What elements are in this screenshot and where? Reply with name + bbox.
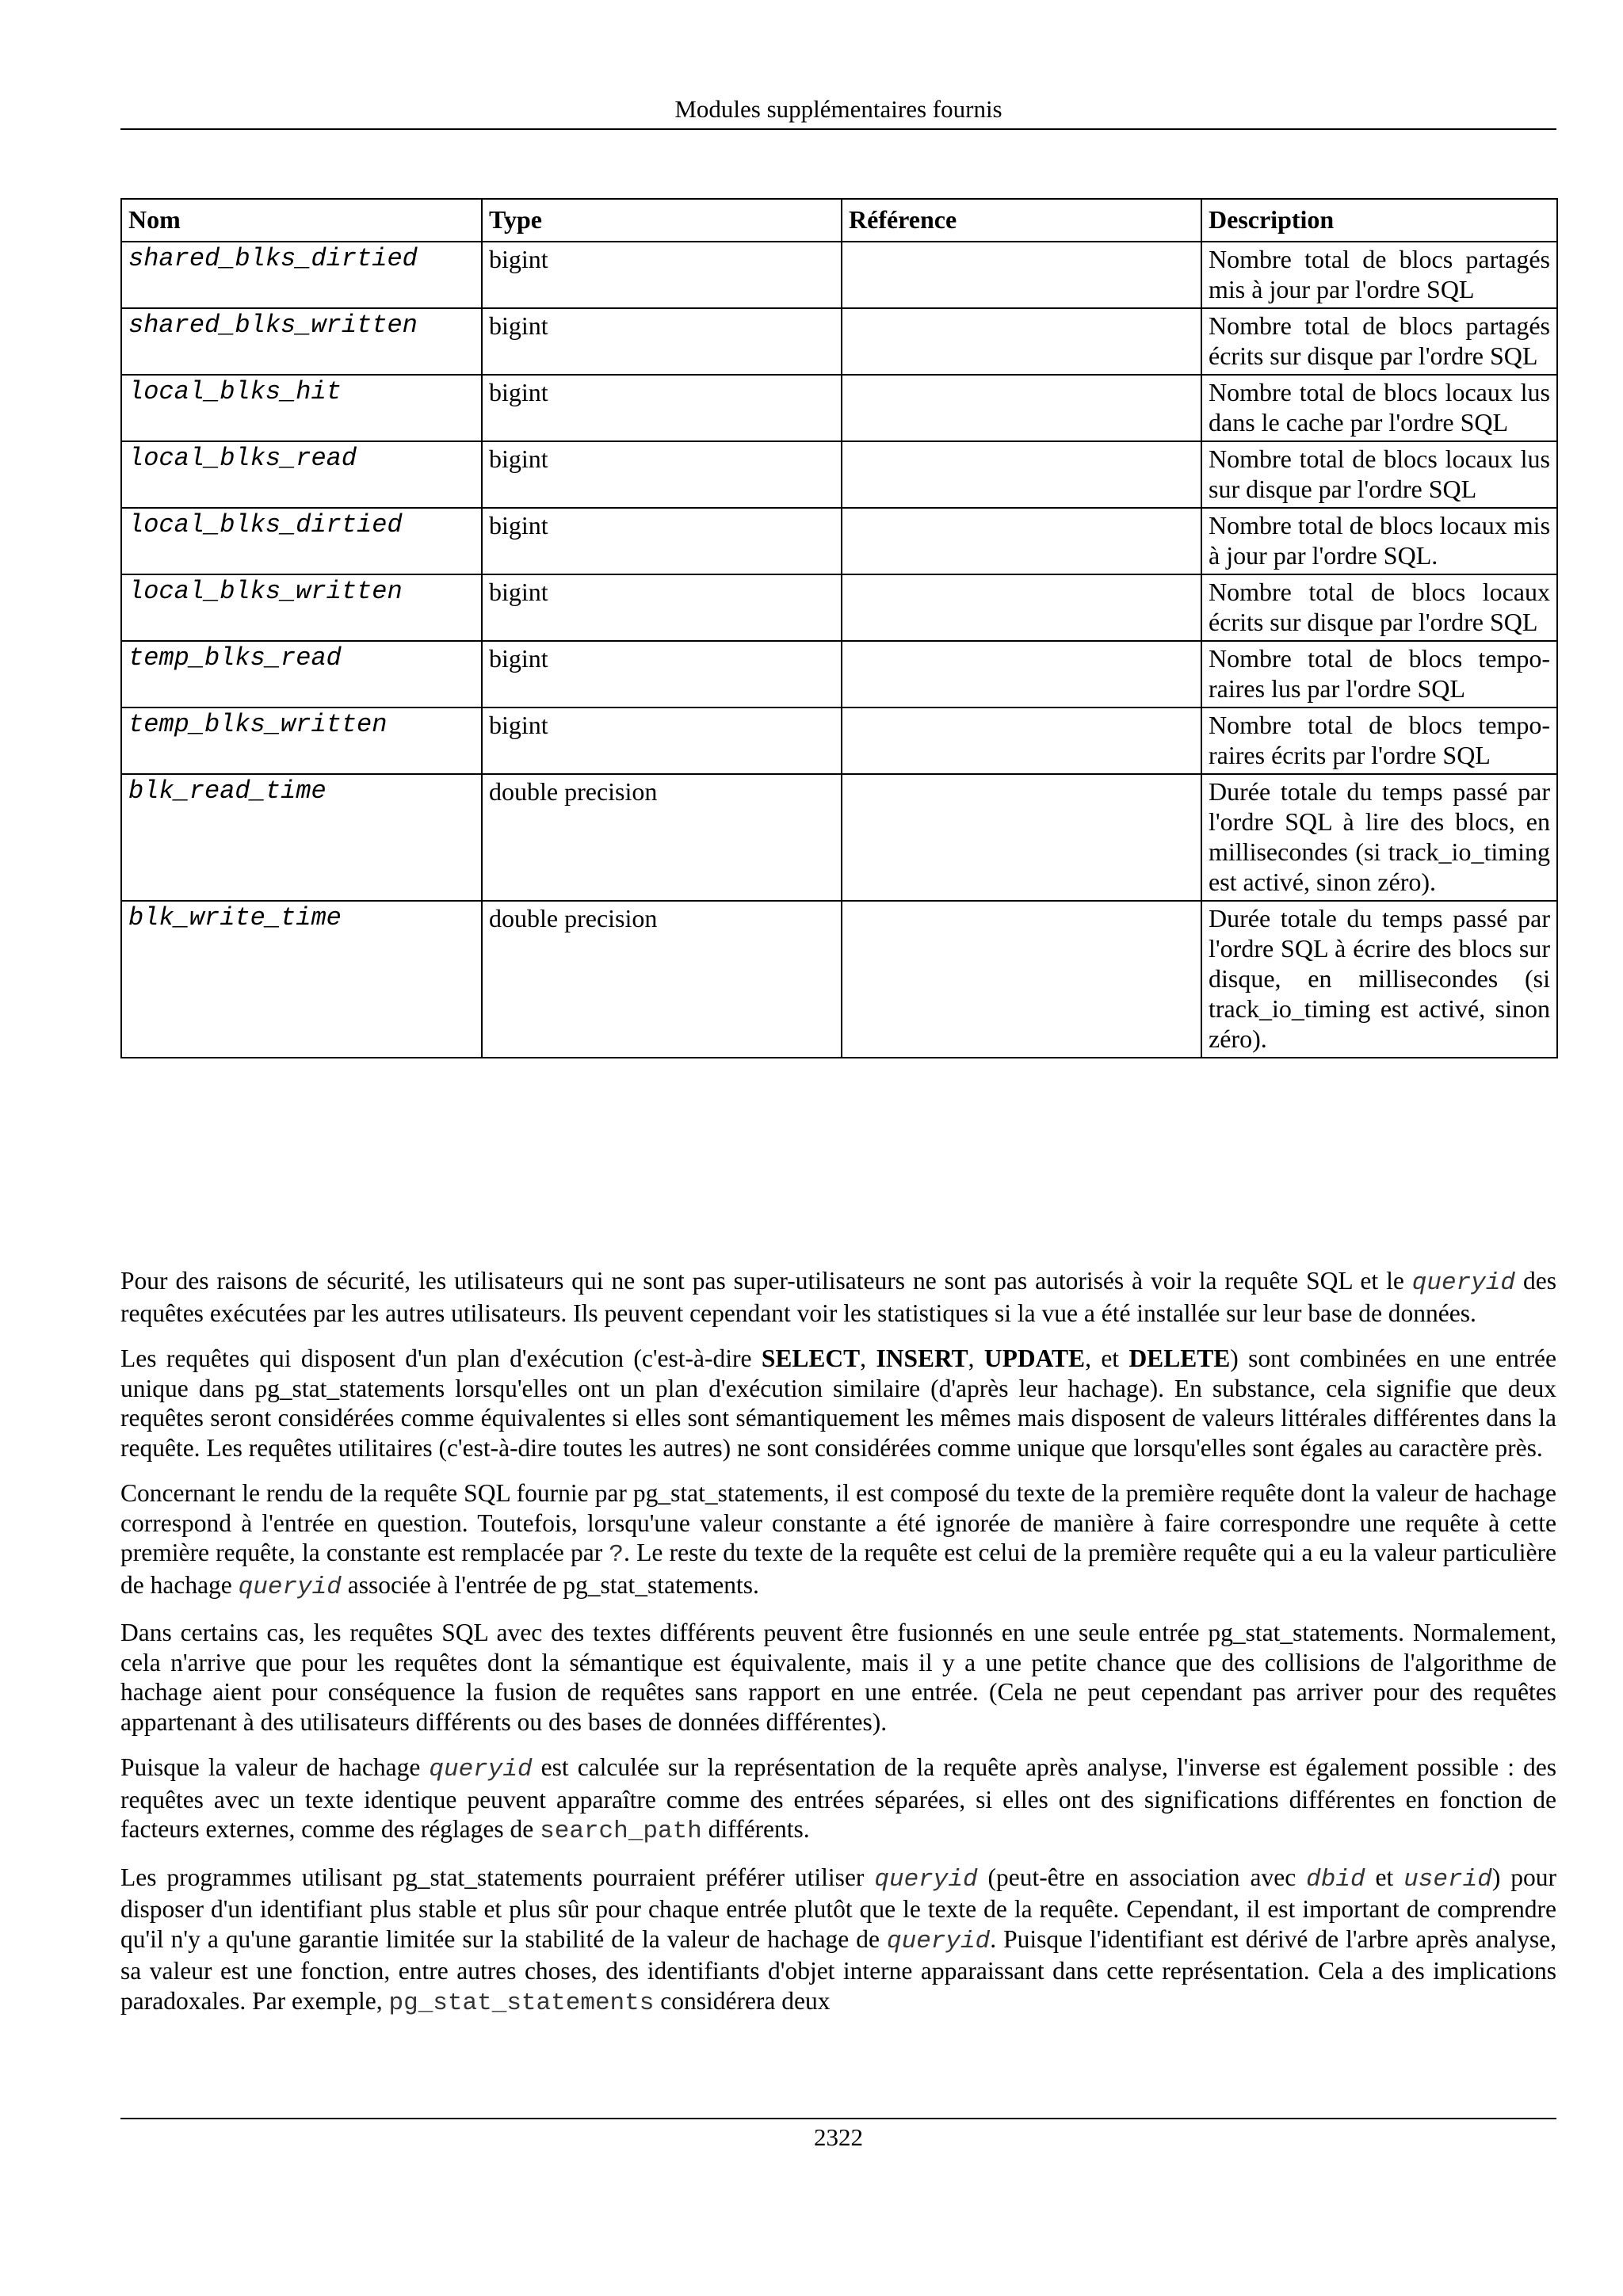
cell-reference (842, 441, 1201, 508)
text-run: Concernant le rendu de la requête SQL fournie par pg_stat_statements, il est composé du texte de la première requête dont la valeur de hachage correspond à l'entrée en question. Toutefois, lorsqu'une valeur constante a été ignorée de manière à faire correspondre une requête à cette première requête, la constante est remplacée par (120, 1479, 1556, 1566)
body-text (120, 1266, 1556, 2034)
code-queryid: queryid (238, 1573, 342, 1601)
text-run: est calculée sur la représentation de la requête après analyse, l'inverse est également possible : des requêtes avec un texte identique peuvent apparaître comme des entrées séparées, si elles ont des significations différentes en fonction de facteurs externes, comme des réglages de (120, 1753, 1556, 1843)
text-run: , (968, 1344, 984, 1372)
text-run: des requêtes exécutées par les autres utilisateurs. Ils peuvent cependant voir les statistiques si la vue a été installée sur leur base de données. (120, 1267, 1556, 1327)
cell-type: bigint (482, 574, 842, 641)
keyword-select: SELECT (761, 1344, 861, 1372)
keyword-delete: DELETE (1128, 1344, 1231, 1372)
text-run: , et (1085, 1344, 1129, 1372)
text-run: Puisque la valeur de hachage (120, 1753, 430, 1781)
cell-type: double precision (482, 901, 842, 1058)
column-header-type: Type (482, 199, 842, 242)
table-row (121, 308, 1557, 375)
cell-type: double precision (482, 774, 842, 901)
text-run: Les requêtes qui disposent d'un plan d'exécution (c'est-à-dire (120, 1344, 762, 1372)
cell-description: Nombre total de blocs partagés écrits sur disque par l'ordre SQL (1201, 308, 1557, 375)
column-header-nom: Nom (121, 199, 482, 242)
cell-name: blk_read_time (121, 774, 482, 901)
cell-reference (842, 774, 1201, 901)
table-row (121, 508, 1557, 574)
cell-description: Nombre total de blocs partagés mis à jour par l'ordre SQL (1201, 242, 1557, 308)
cell-description: Nombre total de blocs locaux lus dans le cache par l'ordre SQL (1201, 375, 1557, 441)
cell-reference (842, 574, 1201, 641)
cell-name: shared_blks_written (121, 308, 482, 375)
text-run: (peut-être en association avec (977, 1863, 1307, 1891)
table-row (121, 242, 1557, 308)
table-row (121, 641, 1557, 707)
cell-description: Durée totale du temps passé par l'ordre SQL à écrire des blocs sur disque, en millisecondes (si track_io_timing est activé, sinon zéro). (1201, 901, 1557, 1058)
cell-description: Nombre total de blocs locaux mis à jour par l'ordre SQL. (1201, 508, 1557, 574)
text-run: différents. (701, 1815, 810, 1843)
code-question-mark: ? (609, 1541, 624, 1569)
cell-reference (842, 242, 1201, 308)
text-run: associée à l'entrée de pg_stat_statements. (341, 1570, 759, 1599)
code-queryid: queryid (874, 1865, 978, 1894)
column-header-reference: Référence (842, 199, 1201, 242)
columns-table (120, 198, 1558, 1058)
table-row (121, 574, 1557, 641)
paragraph-security (120, 1266, 1556, 1328)
cell-name: shared_blks_dirtied (121, 242, 482, 308)
keyword-update: UPDATE (983, 1344, 1086, 1372)
table-row (121, 375, 1557, 441)
table-body (121, 242, 1557, 1058)
cell-reference (842, 375, 1201, 441)
cell-reference (842, 901, 1201, 1058)
table-header-row (121, 199, 1557, 242)
cell-type: bigint (482, 441, 842, 508)
paragraph-plan (120, 1344, 1556, 1463)
text-run: Pour des raisons de sécurité, les utilisateurs qui ne sont pas super-utilisateurs ne sont pas autorisés à voir la requête SQL et le (120, 1267, 1412, 1295)
cell-description: Nombre total de blocs locaux lus sur disque par l'ordre SQL (1201, 441, 1557, 508)
cell-name: local_blks_read (121, 441, 482, 508)
paragraph-collisions: Dans certains cas, les requêtes SQL avec des textes différents peuvent être fusionnés en une seule entrée pg_stat_statements. Normalement, cela n'arrive que pour les requêtes dont la sémantique est équivalente, mais il y a une petite chance que des collisions de l'algorithme de hachage aient pour conséquence la fusion de requêtes sans rapport en une entrée. (Cela ne peut cependant pas arriver pour des requêtes appartenant à des utilisateurs différents ou des bases de données différentes). (120, 1619, 1556, 1736)
cell-name: blk_write_time (121, 901, 482, 1058)
cell-description: Nombre total de blocs temporaires lus par l'ordre SQL (1201, 641, 1557, 707)
paragraph-hash (120, 1753, 1556, 1847)
column-header-description: Description (1201, 199, 1557, 242)
cell-description: Nombre total de blocs temporaires écrits par l'ordre SQL (1201, 707, 1557, 774)
cell-reference (842, 641, 1201, 707)
paragraph-programs (120, 1863, 1556, 2019)
cell-type: bigint (482, 707, 842, 774)
table-row (121, 441, 1557, 508)
cell-name: local_blks_written (121, 574, 482, 641)
cell-reference (842, 707, 1201, 774)
code-queryid: queryid (429, 1756, 533, 1783)
code-dbid: dbid (1306, 1865, 1365, 1894)
text-run: Les programmes utilisant pg_stat_statements pourraient préférer utiliser (120, 1863, 875, 1891)
paragraph-rendering (120, 1478, 1556, 1602)
text-run: , (860, 1344, 876, 1372)
code-search-path: search_path (540, 1817, 702, 1845)
code-userid: userid (1403, 1865, 1492, 1894)
cell-type: bigint (482, 375, 842, 441)
page-number: 2322 (814, 2123, 863, 2151)
text-run: ) sont combinées en une entrée unique dans pg_stat_statements lorsqu'elles ont un plan d'exécution similaire (d'après leur hachage). En substance, cela signifie que deux requêtes seront considérées comme équivalentes si elles sont sémantiquement les mêmes mais disposent de valeurs littérales différentes dans la requête. Les requêtes utilitaires (c'est-à-dire toutes les autres) ne sont considérées comme unique que lorsqu'elles sont égales au caractère près. (120, 1344, 1557, 1462)
cell-type: bigint (482, 308, 842, 375)
table-row (121, 901, 1557, 1058)
code-queryid: queryid (1411, 1269, 1516, 1297)
cell-name: local_blks_hit (121, 375, 482, 441)
cell-name: temp_blks_read (121, 641, 482, 707)
keyword-insert: INSERT (876, 1344, 968, 1372)
cell-type: bigint (482, 242, 842, 308)
cell-name: temp_blks_written (121, 707, 482, 774)
code-pg-stat-statements: pg_stat_statements (388, 1989, 655, 2017)
footer-rule (120, 2118, 1556, 2119)
text-run: et (1365, 1863, 1404, 1891)
text-run: . Puisque l'identifiant est dérivé de l'arbre après analyse, sa valeur est une fonction, entre autres choses, des identifiants d'objet interne apparaissant dans cette représentation. Cela a des implications paradoxales. Par exemple, (120, 1924, 1557, 2015)
page-header: Modules supplémentaires fournis (120, 93, 1556, 130)
cell-description: Nombre total de blocs locaux écrits sur disque par l'ordre SQL (1201, 574, 1557, 641)
cell-name: local_blks_dirtied (121, 508, 482, 574)
text-run: considérera deux (654, 1986, 831, 2015)
cell-type: bigint (482, 641, 842, 707)
cell-description: Durée totale du temps passé par l'ordre SQL à lire des blocs, en millisecondes (si track_io_timing est activé, sinon zéro). (1201, 774, 1557, 901)
text-run: ) pour disposer d'un identifiant plus stable et plus sûr pour chaque entrée plutôt que le texte de la requête. Cependant, il est important de comprendre qu'il n'y a qu'une garantie limitée sur la stabilité de la valeur de hachage de (120, 1863, 1557, 1953)
cell-type: bigint (482, 508, 842, 574)
code-queryid: queryid (887, 1927, 991, 1955)
table-row (121, 707, 1557, 774)
cell-reference (842, 508, 1201, 574)
table-row (121, 774, 1557, 901)
cell-reference (842, 308, 1201, 375)
text-run: . Le reste du texte de la requête est celui de la première requête qui a eu la valeur particulière de hachage (120, 1539, 1556, 1599)
